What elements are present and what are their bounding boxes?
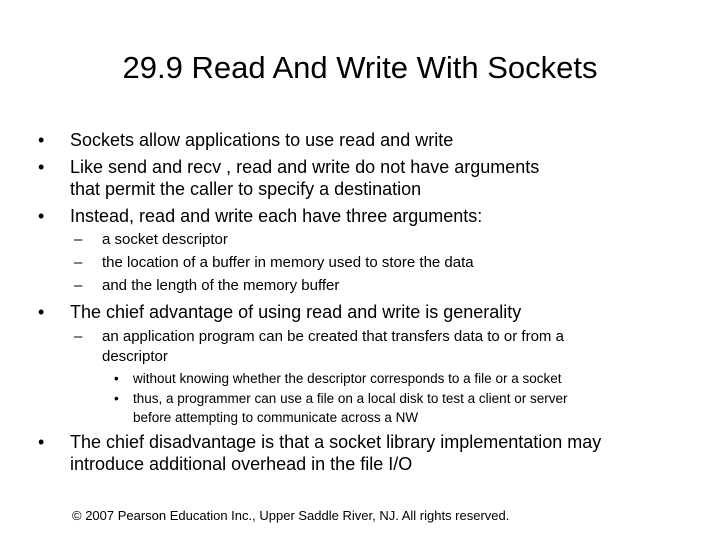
dash-marker: – <box>74 328 83 345</box>
bullet-text: Sockets allow applications to use read and write <box>70 130 454 150</box>
sub-sub-bullet-text: without knowing whether the descriptor corresponds to a file or a socket <box>133 371 562 386</box>
bullet-text: The chief advantage of using read and write is generality <box>70 302 522 322</box>
sub-bullet-text: descriptor <box>102 348 168 365</box>
sub-sub-bullet-text: thus, a programmer can use a file on a local disk to test a client or server <box>133 391 568 406</box>
bullet-marker: • <box>38 432 45 452</box>
bullet-text: introduce additional overhead in the file I/O <box>70 454 413 474</box>
slide-title: 29.9 Read And Write With Sockets <box>122 50 598 85</box>
bullet-text: The chief disadvantage is that a socket library implementation may <box>70 432 602 452</box>
copyright-footer: © 2007 Pearson Education Inc., Upper Saddle River, NJ. All rights reserved. <box>72 508 510 523</box>
bullet-marker: • <box>38 302 45 322</box>
bullet-marker: • <box>38 157 45 177</box>
bullet-marker: • <box>38 130 45 150</box>
dash-marker: – <box>74 254 83 271</box>
sub-bullet-text: and the length of the memory buffer <box>102 277 340 294</box>
sub-bullet-text: an application program can be created that transfers data to or from a <box>102 328 564 345</box>
dash-marker: – <box>74 277 83 294</box>
bullet-text: that permit the caller to specify a destination <box>70 179 422 199</box>
sub-bullet-text: a socket descriptor <box>102 231 228 248</box>
sub-bullet-text: the location of a buffer in memory used to store the data <box>102 254 474 271</box>
bullet-marker: • <box>114 371 119 386</box>
bullet-text: Instead, read and write each have three arguments: <box>70 206 483 226</box>
bullet-marker: • <box>114 391 119 406</box>
bullet-text: Like send and recv , read and write do not have arguments <box>70 157 540 177</box>
dash-marker: – <box>74 231 83 248</box>
sub-sub-bullet-text: before attempting to communicate across a NW <box>133 410 419 425</box>
bullet-marker: • <box>38 206 45 226</box>
